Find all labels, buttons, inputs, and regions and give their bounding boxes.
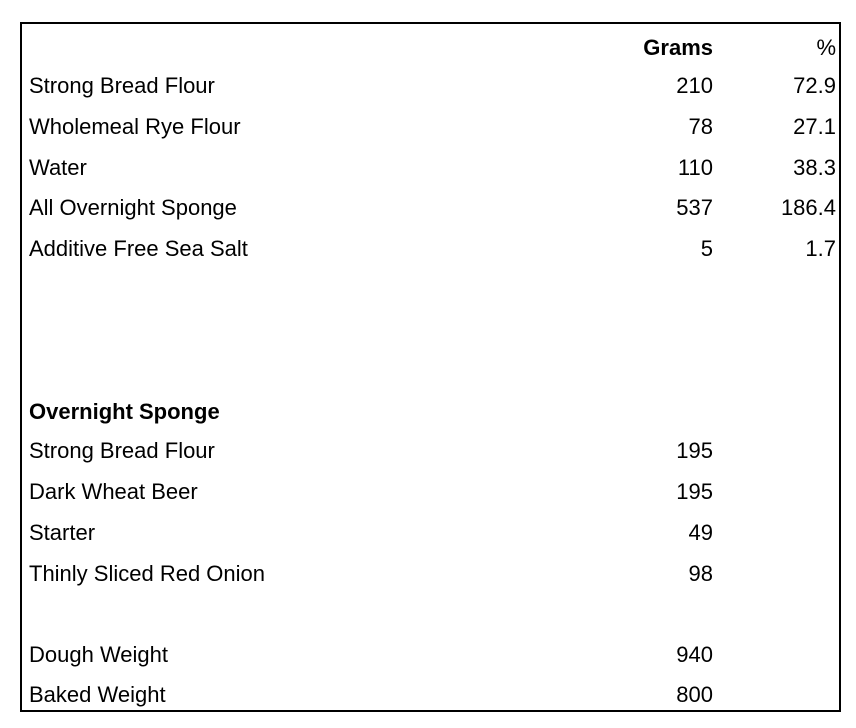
table-row	[22, 188, 839, 228]
ingredient-name: Dark Wheat Beer	[29, 479, 198, 504]
sponge-section-title	[22, 392, 839, 432]
table-row	[22, 554, 839, 594]
ingredient-grams: 110	[677, 155, 713, 180]
table-row	[22, 472, 839, 512]
ingredient-name: Thinly Sliced Red Onion	[29, 561, 266, 586]
ingredient-grams: 5	[700, 236, 713, 261]
ingredient-name: All Overnight Sponge	[29, 195, 237, 220]
ingredient-grams: 195	[676, 479, 713, 504]
percent-column-header: %	[816, 35, 836, 60]
table-row	[22, 229, 839, 269]
ingredient-name: Strong Bread Flour	[29, 73, 215, 98]
ingredient-grams: 78	[688, 114, 713, 139]
ingredient-name: Wholemeal Rye Flour	[29, 114, 241, 139]
ingredient-grams: 195	[676, 438, 713, 463]
recipe-table	[20, 22, 841, 712]
ingredient-percent: 72.9	[793, 73, 836, 98]
ingredient-name: Strong Bread Flour	[29, 438, 215, 463]
ingredient-name: Additive Free Sea Salt	[29, 236, 248, 261]
table-row	[22, 431, 839, 471]
table-row	[22, 66, 839, 106]
ingredient-grams: 98	[688, 561, 713, 586]
dough-weight-row	[22, 635, 839, 675]
ingredient-percent: 186.4	[780, 195, 836, 220]
section-heading: Overnight Sponge	[29, 399, 220, 424]
grams-column-header: Grams	[643, 35, 713, 60]
total-label: Dough Weight	[29, 642, 169, 667]
ingredient-grams: 210	[676, 73, 713, 98]
header-row	[22, 28, 839, 68]
total-label: Baked Weight	[29, 682, 166, 707]
total-grams: 940	[676, 642, 713, 667]
ingredient-percent: 38.3	[793, 155, 836, 180]
ingredient-name: Starter	[29, 520, 96, 545]
total-grams: 800	[676, 682, 713, 707]
ingredient-percent: 27.1	[793, 114, 836, 139]
table-row	[22, 107, 839, 147]
ingredient-grams: 49	[688, 520, 713, 545]
baked-weight-row	[22, 675, 839, 715]
ingredient-name: Water	[29, 155, 87, 180]
ingredient-percent: 1.7	[805, 236, 836, 261]
table-row	[22, 148, 839, 188]
table-row	[22, 513, 839, 553]
ingredient-grams: 537	[676, 195, 713, 220]
